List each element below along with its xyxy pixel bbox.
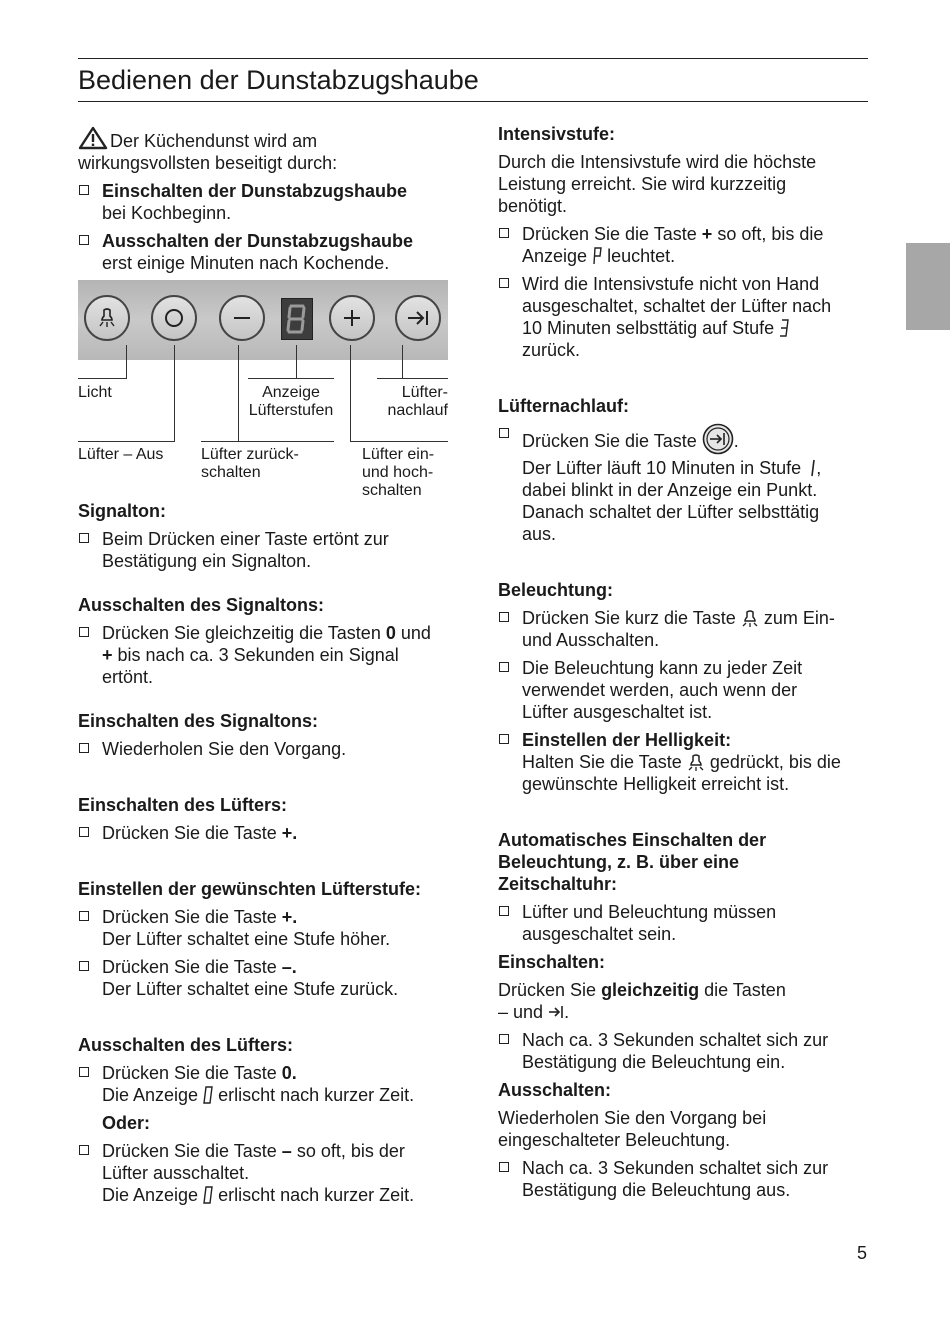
paragraph: Durch die Intensivstufe wird die höchste Leistung erreicht. Sie wird kurzzeitig benötigt. <box>498 152 817 216</box>
heading-beleuchtung: Beleuchtung: <box>498 580 613 600</box>
title-rule <box>78 101 868 102</box>
heading-intensivstufe: Intensivstufe: <box>498 124 616 144</box>
list-item: Drücken Sie die Taste . <box>498 423 878 455</box>
checkbox-bullet <box>79 235 89 245</box>
list-item: Drücken Sie die Taste + so oft, bis die Anzeige leuchtet. <box>498 223 878 267</box>
list-item: Die Beleuchtung kann zu jeder Zeit verwendet werden, auch wenn der Lüfter ausgeschaltet ist. <box>498 657 878 723</box>
heading-aus-luefter: Ausschalten des Lüfters: <box>78 1035 294 1055</box>
seven-segment-8-icon <box>282 299 312 339</box>
leader-line <box>78 378 127 379</box>
plus-icon <box>340 306 364 330</box>
heading-nachlauf: Lüfternachlauf: <box>498 396 630 416</box>
leader-line <box>248 378 334 379</box>
leader-line <box>238 345 239 441</box>
arrow-to-bar-icon <box>405 306 431 330</box>
intro-text-1: Der Küchendunst wird am <box>110 131 318 151</box>
leader-line <box>78 441 175 442</box>
list-item: Drücken Sie die Taste 0. Die Anzeige erlischt nach kurzer Zeit. <box>78 1062 468 1106</box>
intro-section <box>78 126 458 274</box>
list-item: Drücken Sie gleichzeitig die Tasten 0 und + bis nach ca. 3 Sekunden ein Signal ertönt. <box>78 622 468 688</box>
list-item: Drücken Sie die Taste –. Der Lüfter schaltet eine Stufe zurück. <box>78 956 468 1000</box>
label-licht: Licht <box>78 384 112 401</box>
run-on-button <box>395 295 441 341</box>
leader-line <box>350 441 448 442</box>
item-text: erst einige Minuten nach Kochende. <box>102 253 390 273</box>
heading-ein-signalton: Einschalten des Signaltons: <box>78 711 319 731</box>
label-nachlauf: Lüfter- nachlauf <box>387 384 448 419</box>
label-zurueck: Lüfter zurück- schalten <box>201 446 299 481</box>
segment-0-icon <box>203 1086 213 1104</box>
segment-3-icon <box>779 319 789 337</box>
paragraph: Drücken Sie gleichzeitig die Tasten – und . <box>498 980 786 1022</box>
fan-level-display <box>281 298 313 340</box>
light-icon <box>741 609 759 629</box>
control-panel <box>78 280 448 360</box>
label-anzeige: Anzeige Lüfterstufen <box>248 384 334 419</box>
list-item <box>78 180 458 224</box>
top-rule <box>78 58 868 59</box>
list-item: Lüfter und Beleuchtung müssen ausgeschaltet sein. <box>498 901 878 945</box>
left-column <box>78 500 468 1206</box>
oder-label: Oder: <box>102 1113 151 1133</box>
circle-icon <box>162 306 186 330</box>
warning-icon <box>78 126 108 150</box>
off-button <box>151 295 197 341</box>
leader-line <box>402 345 403 378</box>
leader-line <box>296 345 297 378</box>
paragraph: Der Lüfter läuft 10 Minuten in Stufe , dabei blinkt in der Anzeige ein Punkt. Danach schaltet der Lüfter selbsttätig aus. <box>522 458 822 544</box>
leader-line <box>377 378 448 379</box>
leader-line <box>126 345 127 378</box>
leader-line <box>174 345 175 441</box>
right-column <box>498 123 878 1201</box>
list-item: Beim Drücken einer Taste ertönt zur Bestätigung ein Signalton. <box>78 528 468 572</box>
checkbox-bullet <box>79 185 89 195</box>
heading-aus-signalton: Ausschalten des Signaltons: <box>78 595 325 615</box>
segment-p-icon <box>592 247 602 265</box>
page-number: 5 <box>857 1243 868 1263</box>
light-icon <box>687 753 705 773</box>
page-title: Bedienen der Dunstabzugshaube <box>78 65 479 95</box>
list-item: Drücken Sie die Taste +. Der Lüfter schaltet eine Stufe höher. <box>78 906 468 950</box>
light-button <box>84 295 130 341</box>
segment-0-icon <box>203 1186 213 1204</box>
list-item: Drücken Sie die Taste +. <box>78 822 468 844</box>
item-bold: Einschalten der Dunstabzugshaube <box>102 181 408 201</box>
minus-icon <box>230 306 254 330</box>
run-on-button-icon <box>702 423 734 455</box>
minus-button <box>219 295 265 341</box>
list-item: Einstellen der Helligkeit: Halten Sie die Taste gedrückt, bis die gewünschte Helligkeit erreicht ist. <box>498 729 878 795</box>
list-item: Wiederholen Sie den Vorgang. <box>78 738 468 760</box>
heading-ausschalten: Ausschalten: <box>498 1080 612 1100</box>
paragraph: Wiederholen Sie den Vorgang bei eingeschalteter Beleuchtung. <box>498 1108 767 1150</box>
label-aus: Lüfter – Aus <box>78 446 164 463</box>
intro-text-2: wirkungsvollsten beseitigt durch: <box>78 153 338 173</box>
plus-button <box>329 295 375 341</box>
leader-line <box>350 345 351 441</box>
leader-line <box>201 441 334 442</box>
item-bold: Ausschalten der Dunstabzugshaube <box>102 231 414 251</box>
light-icon <box>95 306 119 330</box>
list-item: Drücken Sie kurz die Taste zum Ein- und Ausschalten. <box>498 607 878 651</box>
heading-ein-luefter: Einschalten des Lüfters: <box>78 795 288 815</box>
list-item <box>78 230 458 274</box>
heading-signalton: Signalton: <box>78 501 166 521</box>
heading-stufe: Einstellen der gewünschten Lüfterstufe: <box>78 879 422 899</box>
label-ein: Lüfter ein- und hoch- schalten <box>362 446 435 499</box>
list-item: Wird die Intensivstufe nicht von Hand ausgeschaltet, schaltet der Lüfter nach 10 Minuten selbsttätig auf Stufe zurück. <box>498 273 878 361</box>
arrow-to-bar-icon <box>548 1005 564 1019</box>
heading-automatisch: Automatisches Einschalten der Beleuchtung, z. B. über eine Zeitschaltuhr: <box>498 830 767 894</box>
item-text: bei Kochbeginn. <box>102 203 232 223</box>
list-item: Nach ca. 3 Sekunden schaltet sich zur Bestätigung die Beleuchtung ein. <box>498 1029 878 1073</box>
thumb-tab <box>906 243 950 330</box>
list-item: Nach ca. 3 Sekunden schaltet sich zur Bestätigung die Beleuchtung aus. <box>498 1157 878 1201</box>
segment-1-icon <box>806 459 816 477</box>
heading-einschalten: Einschalten: <box>498 952 606 972</box>
list-item: Drücken Sie die Taste – so oft, bis der Lüfter ausschaltet. Die Anzeige erlischt nach kurzer Zeit. <box>78 1140 468 1206</box>
